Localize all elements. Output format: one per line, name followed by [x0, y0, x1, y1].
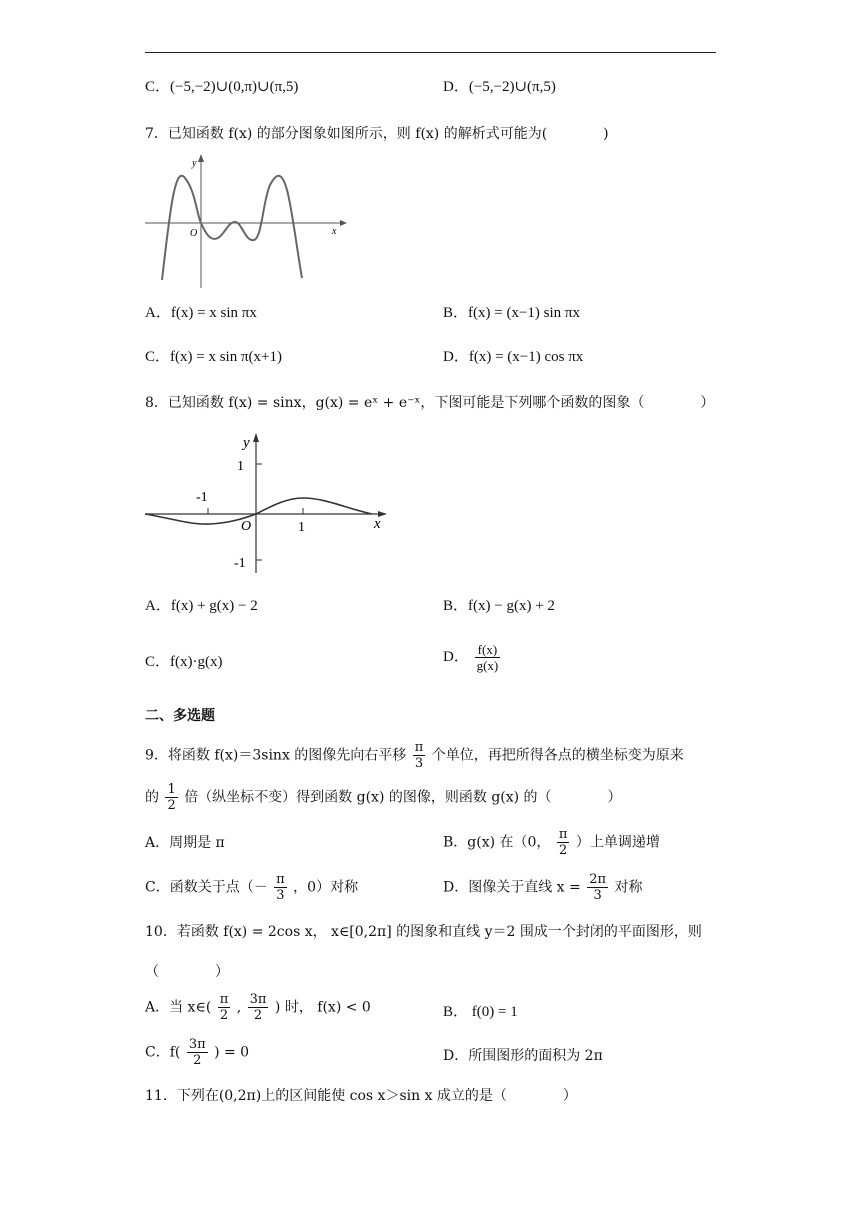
q10-option-c-part-b: ) = 0 [214, 1044, 250, 1061]
q8-tick-label-y-neg: -1 [234, 556, 246, 571]
q9-option-b-denominator: 2 [559, 843, 568, 858]
q10-option-a-part-b: ) 时， f(x) < 0 [274, 999, 371, 1016]
q8-curve [145, 498, 372, 524]
q7-origin-label: O [190, 228, 198, 239]
q9-option-c [145, 872, 358, 903]
q9-option-b-part-b: ）上单调递增 [575, 834, 660, 851]
q6-option-c: C．(−5,−2)∪(0,π)∪(π,5) [145, 79, 299, 95]
q10-option-c-denominator: 2 [193, 1053, 202, 1068]
q7-option-d: D．f(x) = (x−1) cos πx [443, 349, 584, 365]
q8-tick-label-x-neg: -1 [196, 490, 208, 505]
q9-fraction-pi-over-3 [413, 740, 426, 771]
q9-option-b-numerator: π [558, 827, 568, 842]
q7-x-label: x [332, 226, 337, 237]
q8-option-d-numerator: f(x) [475, 642, 501, 658]
q8-option-d [443, 642, 502, 673]
q7-curve [162, 176, 302, 280]
q8-option-d-fraction [475, 642, 501, 673]
q9-frac2-numerator: 1 [167, 782, 176, 797]
q10-option-a-num2: 3π [249, 992, 267, 1007]
q10-option-a-fraction-2 [248, 992, 269, 1023]
q9-option-d-denominator: 3 [593, 888, 602, 903]
q6-option-d: D．(−5,−2)∪(π,5) [443, 79, 556, 95]
q8-tick-label-y-pos: 1 [237, 459, 244, 474]
q10-option-d: D．所围图形的面积为 2π [443, 1048, 603, 1064]
q10-option-b: B． f(0) = 1 [443, 1004, 518, 1020]
q10-option-a-num1: π [219, 992, 229, 1007]
q10-option-c-numerator: 3π [188, 1037, 206, 1052]
q10-option-a-fraction-1 [218, 992, 231, 1023]
header-rule [145, 52, 716, 53]
q9-option-c-part-b: ，0）对称 [293, 879, 359, 896]
q10-option-c-part-a: C．f( [145, 1044, 181, 1061]
q8-stem: 8．已知函数 f(x) = sinx，g(x) = eˣ + e⁻ˣ，下图可能是下列哪个函数的图象（ ） [145, 395, 715, 411]
q8-option-d-denominator: g(x) [476, 658, 499, 673]
q9-frac1-numerator: π [414, 740, 424, 755]
q10-option-a-den1: 2 [219, 1008, 229, 1023]
q8-y-label: y [243, 435, 250, 451]
q8-option-c: C．f(x)·g(x) [145, 654, 223, 670]
q9-option-d-part-a: D．图像关于直线 x = [443, 879, 581, 896]
q8-x-label: x [374, 516, 381, 532]
q8-option-d-label: D． [443, 648, 469, 665]
q8-origin-label: O [241, 519, 252, 534]
q8-graph [140, 428, 400, 578]
q10-option-c [145, 1037, 249, 1068]
q9-option-c-denominator: 3 [276, 888, 285, 903]
q10-option-a-part-a: A．当 x∈( [145, 999, 212, 1016]
q9-frac1-denominator: 3 [414, 756, 424, 771]
q9-option-b [443, 827, 660, 858]
q8-option-a: A．f(x) + g(x) − 2 [145, 598, 258, 614]
q7-graph [140, 150, 355, 295]
q9-option-c-numerator: π [276, 872, 285, 887]
q7-x-arrow [340, 220, 347, 226]
q9-option-b-part-a: B．g(x) 在（0， [443, 834, 551, 851]
q10-option-c-fraction [187, 1037, 208, 1068]
q9-option-a: A．周期是 π [145, 835, 225, 851]
q9-option-d-numerator: 2π [589, 872, 607, 887]
q9-option-d [443, 872, 643, 903]
q7-option-b: B．f(x) = (x−1) sin πx [443, 305, 580, 321]
q9-option-b-fraction [557, 827, 570, 858]
q9-line2-part-b: 倍（纵坐标不变）得到函数 g(x) 的图像，则函数 g(x) 的（ ） [184, 789, 622, 806]
q10-stem-line2: （ ） [145, 964, 229, 980]
q7-stem: 7．已知函数 f(x) 的部分图象如图所示，则 f(x) 的解析式可能为( ) [145, 126, 609, 142]
q8-option-b: B．f(x) − g(x) + 2 [443, 598, 555, 614]
q11-stem: 11．下列在(0,2π)上的区间能使 cos x＞sin x 成立的是（ ） [145, 1088, 577, 1104]
q9-option-c-part-a: C．函数关于点（－ [145, 879, 268, 896]
q7-y-arrow [198, 154, 204, 162]
q7-y-label: y [192, 158, 197, 169]
q9-line1-part-b: 个单位，再把所得各点的横坐标变为原来 [431, 747, 684, 764]
q10-option-a-separator: , [236, 999, 242, 1016]
q8-y-arrow [253, 433, 259, 442]
q10-option-a-den2: 2 [253, 1008, 263, 1023]
q10-option-a [145, 992, 371, 1023]
q9-frac2-denominator: 2 [167, 798, 176, 813]
q9-option-c-fraction [274, 872, 287, 903]
q8-tick-label-x-pos: 1 [298, 520, 305, 535]
q9-fraction-half [165, 782, 177, 813]
q9-option-d-part-b: 对称 [614, 879, 643, 896]
q9-line1 [145, 740, 684, 771]
q10-stem-line1: 10．若函数 f(x) = 2cos x， x∈[0,2π] 的图象和直线 y＝2 围成一个封闭的平面图形，则 [145, 924, 702, 940]
q9-option-d-fraction [587, 872, 608, 903]
q9-line2 [145, 782, 622, 813]
q7-option-c: C．f(x) = x sin π(x+1) [145, 349, 282, 365]
q7-option-a: A．f(x) = x sin πx [145, 305, 257, 321]
q9-line2-part-a: 的 [145, 789, 159, 806]
q9-line1-part-a: 9．将函数 f(x)＝3sinx 的图像先向右平移 [145, 747, 407, 764]
section-title-multi-choice: 二、多选题 [145, 708, 215, 724]
